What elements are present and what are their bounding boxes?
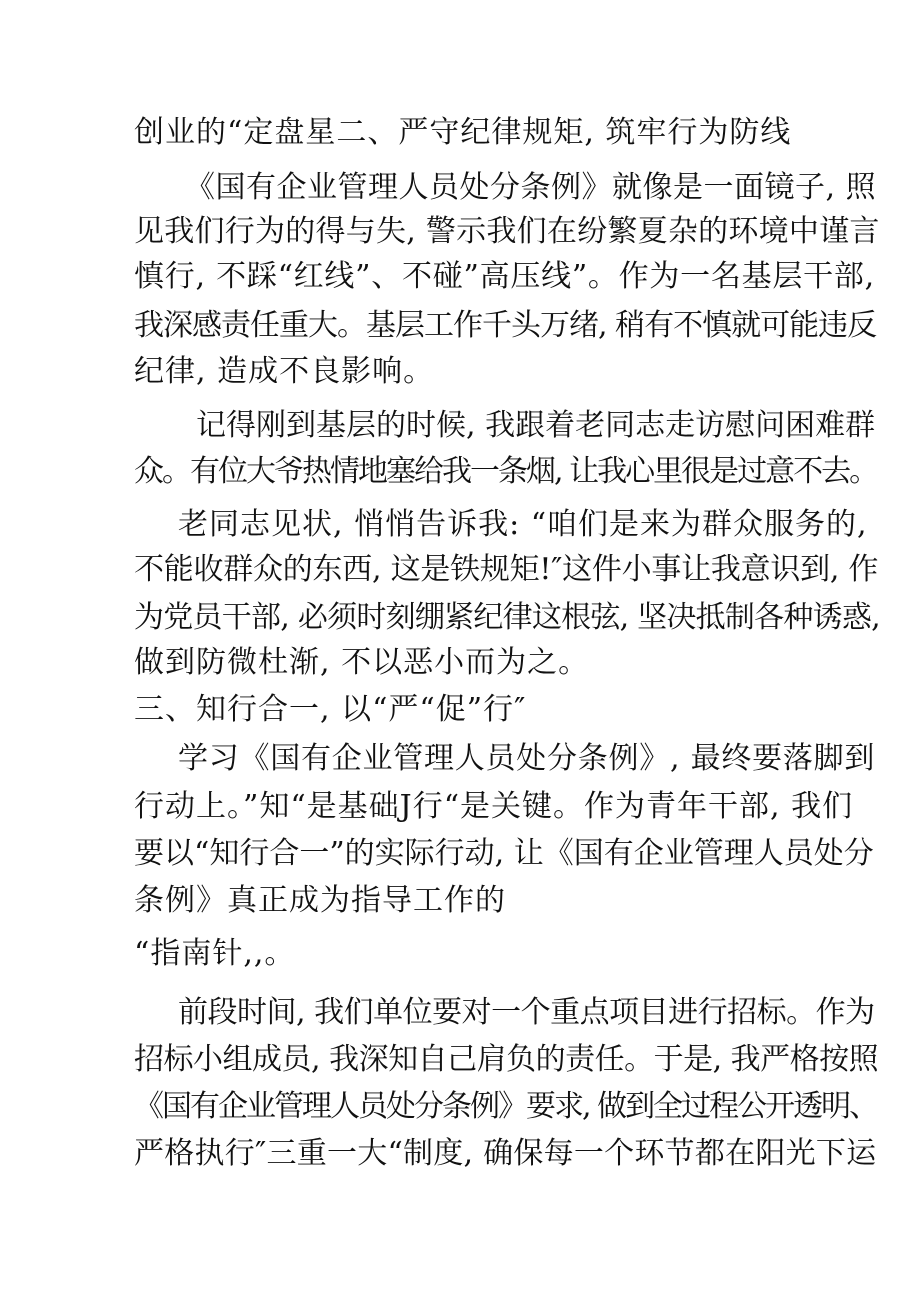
text-line: 慎行, 不踩“红线”、不碰”高压线”。作为一名基层干部,	[134, 259, 875, 294]
text-line: 条例》真正成为指导工作的	[134, 883, 506, 918]
text-line: 做到防微杜渐, 不以恶小而为之。	[134, 645, 590, 680]
text-line: 严格执行″三重一大“制度, 确保每一个环节都在阳光下运	[134, 1136, 877, 1171]
text-line: 记得刚到基层的时候, 我跟着老同志走访慰问困难群	[196, 408, 876, 443]
text-line: 创业的“定盘星二、严守纪律规矩, 筑牢行为防线	[134, 115, 792, 150]
text-line: 见我们行为的得与失, 警示我们在纷繁夏杂的环境中谨言	[134, 214, 880, 249]
text-line: 为党员干部, 必须时刻绷紧纪律这根弦, 坚决抵制各种诱惑,	[134, 600, 880, 635]
text-line: 我深感责任重大。基层工作千头万绪, 稍有不慎就可能违反	[134, 308, 877, 343]
text-line: 众。有位大爷热情地塞给我一条烟, 让我心里很是过意不去。	[134, 454, 878, 489]
text-line: 纪律, 造成不良影响。	[134, 354, 435, 389]
text-line: 不能收群众的东西, 这是铁规矩!″这件小事让我意识到, 作	[134, 552, 879, 587]
text-line: 招标小组成员, 我深知自己肩负的责任。于是, 我严格按照	[134, 1042, 879, 1077]
text-line: 《国有企业管理人员处分条例》要求, 做到全过程公开透明、	[134, 1089, 878, 1124]
text-line: 前段时间, 我们单位要对一个重点项目进行招标。作为	[178, 995, 875, 1030]
text-line: “指南针,,。	[134, 936, 296, 971]
text-line: 行动上。”知“是基础J行“是关键。作为青年干部, 我们	[134, 789, 854, 824]
text-line: 学习《国有企业管理人员处分条例》, 最终要落脚到	[178, 741, 876, 776]
text-line: 老同志见状, 悄悄告诉我: “咱们是来为群众服务的,	[178, 507, 868, 542]
section-heading: 三、知行合一, 以“严“促”行″	[134, 692, 527, 727]
text-line: 要以“知行合一”的实际行动, 让《国有企业管理人员处分	[134, 836, 874, 871]
text-line: 《国有企业管理人员处分条例》就像是一面镜子, 照	[185, 170, 877, 205]
